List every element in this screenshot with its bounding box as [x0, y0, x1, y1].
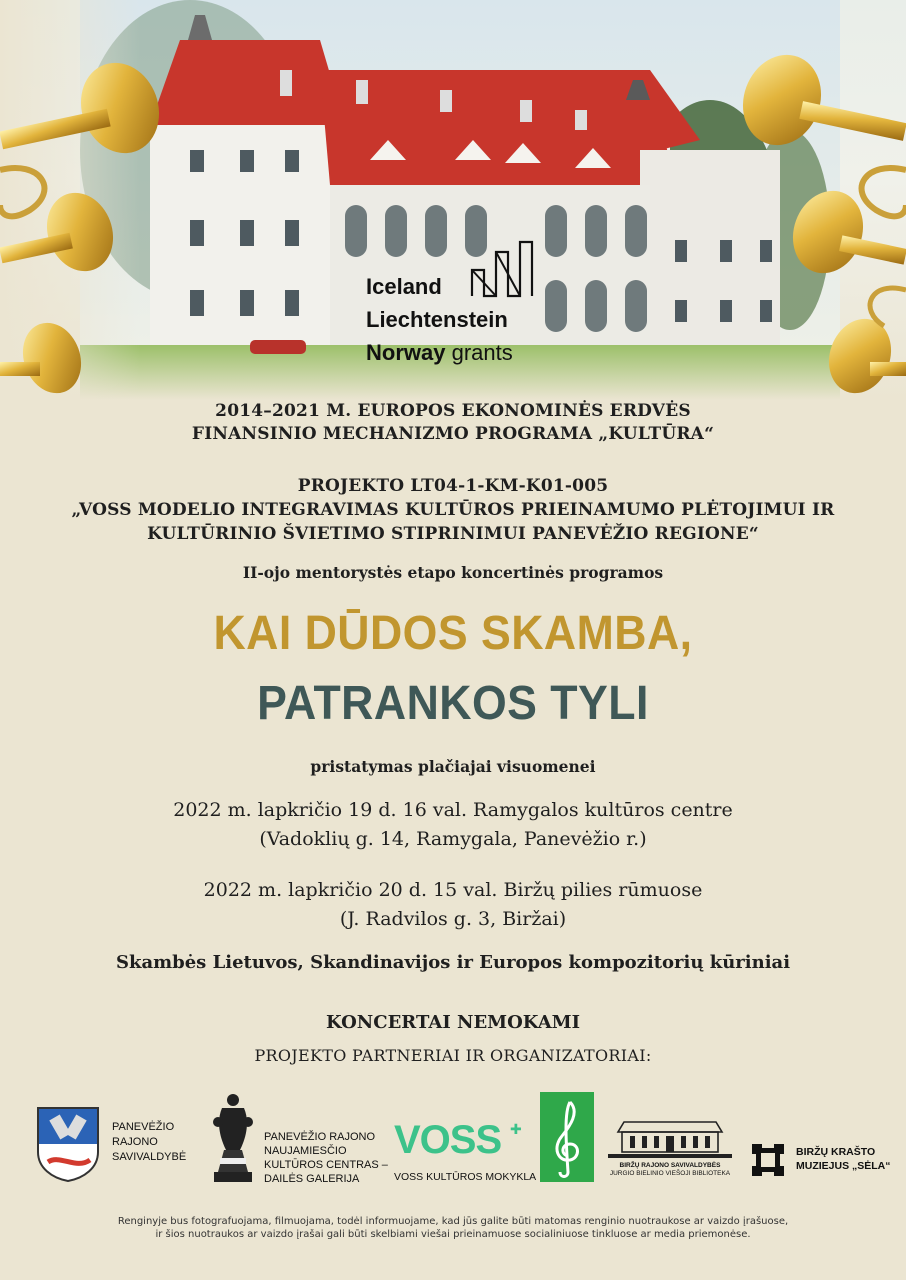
partner-6-line-1: BIRŽŲ KRAŠTO	[796, 1146, 876, 1158]
partner-1-line-2: RAJONO	[112, 1136, 158, 1148]
partner-museum	[748, 1140, 891, 1184]
partner-2-line-2: NAUJAMIESČIO	[264, 1145, 347, 1157]
partner-2-line-4: DAILĖS GALERIJA	[264, 1173, 360, 1185]
voss-sparkle-icon: ✚	[510, 1121, 522, 1137]
composers-line: Skambės Lietuvos, Skandinavijos ir Europos kompozitorių kūriniai	[115, 952, 791, 973]
logo-iceland: Iceland	[366, 274, 442, 299]
museum-frame-icon	[748, 1140, 788, 1180]
coat-of-arms-icon	[36, 1106, 100, 1182]
partner-municipality	[36, 1106, 196, 1186]
stage-subtitle: II-ojo mentorystės etapo koncertinės programos	[242, 563, 664, 582]
event-2	[0, 876, 906, 934]
logo-grants: grants	[451, 340, 513, 365]
photo-notice-line-1: Renginyje bus fotografuojama, filmuojama, todėl informuojame, kad jūs galite būti matomas renginio nuotraukose ar vaizdo įrašuose,	[117, 1216, 789, 1227]
sculpture-icon	[208, 1092, 258, 1184]
programme-line-2: FINANSINIO MECHANIZMO PROGRAMA „KULTŪRA“	[191, 424, 715, 444]
partners-heading: PROJEKTO PARTNERIAI IR ORGANIZATORIAI:	[254, 1046, 652, 1065]
logo-norway-grants	[366, 340, 513, 366]
concert-title-line-2: PATRANKOS TYLI	[257, 677, 649, 730]
partner-culture-centre	[208, 1092, 388, 1186]
programme-line-1: 2014–2021 M. EUROPOS EKONOMINĖS ERDVĖS	[215, 401, 691, 421]
event-1	[0, 796, 906, 854]
partner-5-line-1: BIRŽŲ RAJONO SAVIVALDYBĖS	[619, 1162, 721, 1169]
partner-2-line-1: PANEVĖŽIO RAJONO	[264, 1131, 376, 1143]
partner-music-school	[540, 1092, 594, 1182]
photo-notice-line-2: ir šios nuotraukos ar vaizdo įrašai gali būti skelbiami viešai prieinamuose socialiniuose tinkluose ar media priemonėse.	[155, 1229, 751, 1240]
partner-1-line-1: PANEVĖŽIO	[112, 1121, 175, 1133]
project-heading	[0, 474, 906, 546]
partner-5-line-2: JURGIO BIELINIO VIEŠOJI BIBLIOTEKA	[609, 1170, 731, 1177]
partner-1-line-3: SAVIVALDYBĖ	[112, 1151, 187, 1163]
photo-notice	[0, 1215, 906, 1241]
partner-3-line-1: VOSS KULTŪROS MOKYKLA	[394, 1171, 537, 1183]
project-code: PROJEKTO LT04-1-KM-K01-005	[297, 476, 609, 496]
partner-voss	[392, 1118, 537, 1186]
event-1-when: 2022 m. lapkričio 19 d. 16 val. Ramygalos kultūros centre	[173, 799, 733, 821]
voss-icon: VOSS	[394, 1118, 502, 1162]
partner-library	[604, 1114, 736, 1184]
event-2-address: (J. Radvilos g. 3, Biržai)	[339, 908, 567, 930]
library-building-icon	[604, 1114, 736, 1160]
logo-liechtenstein: Liechtenstein	[366, 307, 508, 332]
partner-6-line-2: MUZIEJUS „SĖLA“	[796, 1160, 891, 1172]
project-title-line-1: „VOSS MODELIO INTEGRAVIMAS KULTŪROS PRIEINAMUMO PLĖTOJIMUI IR	[71, 500, 835, 520]
project-title-line-2: KULTŪRINIO ŠVIETIMO STIPRINIMUI PANEVĖŽIO REGIONE“	[147, 524, 759, 544]
free-concerts: KONCERTAI NEMOKAMI	[325, 1012, 581, 1033]
logo-norway: Norway	[366, 340, 446, 365]
treble-clef-icon	[540, 1092, 594, 1182]
presentation-subtitle: pristatymas plačiajai visuomenei	[310, 757, 596, 776]
concert-title-line-1: KAI DŪDOS SKAMBA,	[213, 607, 693, 660]
event-2-when: 2022 m. lapkričio 20 d. 15 val. Biržų pilies rūmuose	[203, 879, 703, 901]
event-1-address: (Vadoklių g. 14, Ramygala, Panevėžio r.)	[259, 828, 647, 850]
hero-image	[0, 0, 906, 400]
programme-heading	[0, 400, 906, 446]
grants-bars-icon	[470, 240, 538, 298]
partner-2-line-3: KULTŪROS CENTRAS –	[264, 1159, 388, 1171]
